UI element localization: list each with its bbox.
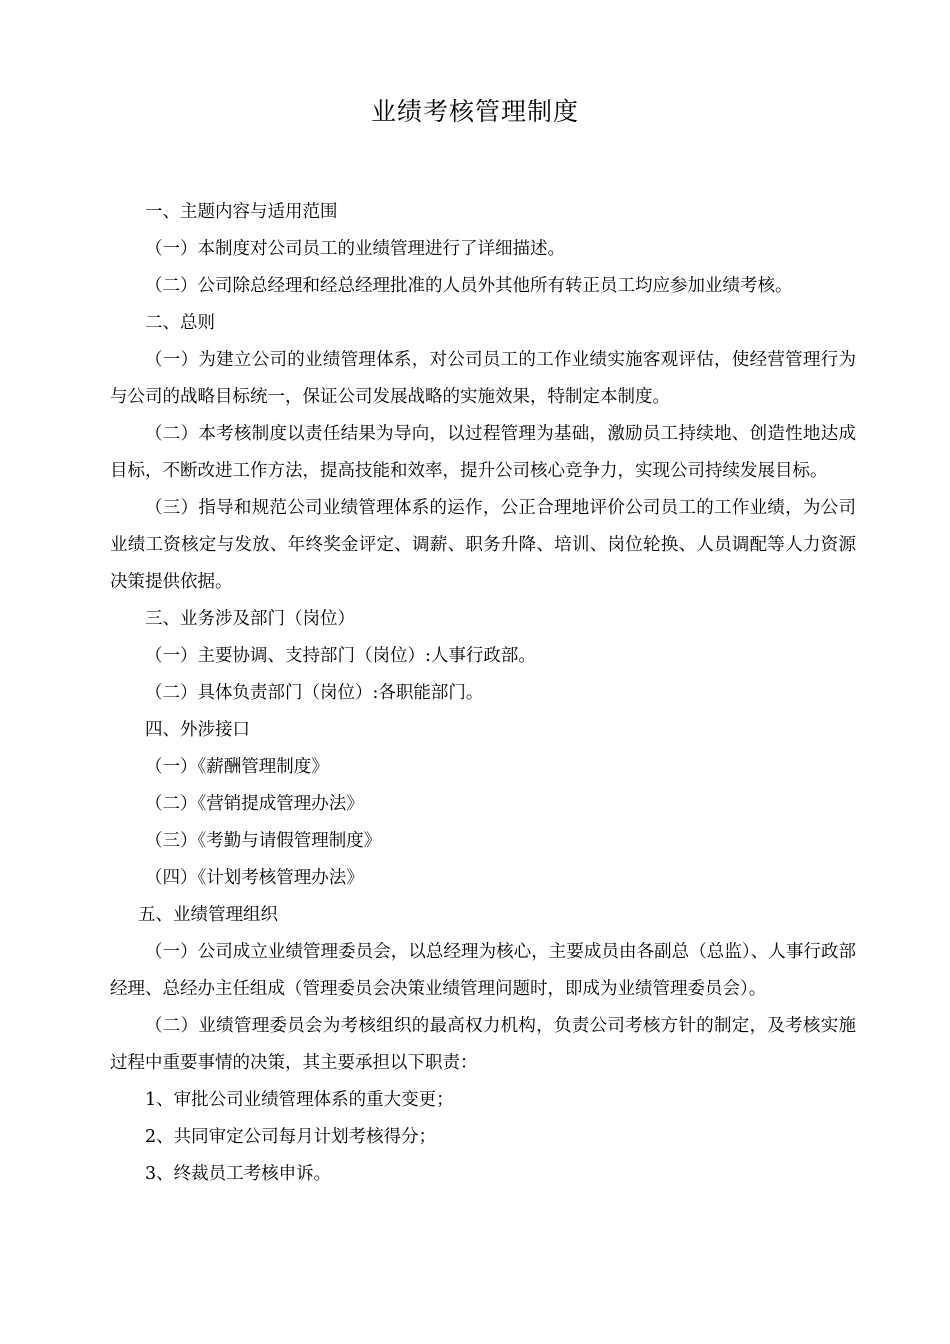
paragraph: （一）《薪酬管理制度》 [145, 757, 329, 777]
paragraph: （一）公司成立业绩管理委员会，以总经理为核心，主要成员由各副总（总监）、人事行政部经理、总经办主任组成（管理委员会决策业绩管理问题时，即成为业绩管理委员会）。 [110, 942, 856, 999]
section-heading-3: 三、业务涉及部门（岗位） [145, 609, 355, 629]
section-heading-5: 五、业绩管理组织 [138, 905, 278, 925]
list-item: 3、终裁员工考核申诉。 [145, 1164, 332, 1184]
paragraph: （二）业绩管理委员会为考核组织的最高权力机构，负责公司考核方针的制定，及考核实施过程中重要事情的决策，其主要承担以下职责： [110, 1016, 856, 1073]
paragraph: （二）具体负责部门（岗位）:各职能部门。 [145, 683, 484, 703]
section-heading-1: 一、主题内容与适用范围 [145, 202, 338, 222]
section-heading-2: 二、总则 [145, 313, 215, 333]
paragraph: （一）主要协调、支持部门（岗位）:人事行政部。 [145, 646, 536, 666]
paragraph: （一）本制度对公司员工的业绩管理进行了详细描述。 [145, 239, 565, 259]
paragraph: （一）为建立公司的业绩管理体系，对公司员工的工作业绩实施客观评估，使经营管理行为与公司的战略目标统一，保证公司发展战略的实施效果，特制定本制度。 [110, 350, 856, 407]
section-heading-4: 四、外涉接口 [145, 720, 250, 740]
paragraph: （三）指导和规范公司业绩管理体系的运作，公正合理地评价公司员工的工作业绩，为公司业绩工资核定与发放、年终奖金评定、调薪、职务升降、培训、岗位轮换、人员调配等人力资源决策提供依据。 [110, 498, 856, 592]
paragraph: （四）《计划考核管理办法》 [145, 868, 364, 888]
document-body [110, 194, 856, 1193]
paragraph: （二）本考核制度以责任结果为导向，以过程管理为基础，激励员工持续地、创造性地达成目标，不断改进工作方法，提高技能和效率，提升公司核心竞争力，实现公司持续发展目标。 [110, 424, 856, 481]
document-title: 业绩考核管理制度 [370, 97, 579, 126]
list-item: 1、审批公司业绩管理体系的重大变更； [145, 1090, 454, 1110]
paragraph: （三）《考勤与请假管理制度》 [145, 831, 382, 851]
paragraph: （二）《营销提成管理办法》 [145, 794, 364, 814]
paragraph: （二）公司除总经理和经总经理批准的人员外其他所有转正员工均应参加业绩考核。 [145, 276, 793, 296]
list-item: 2、共同审定公司每月计划考核得分； [145, 1127, 437, 1147]
